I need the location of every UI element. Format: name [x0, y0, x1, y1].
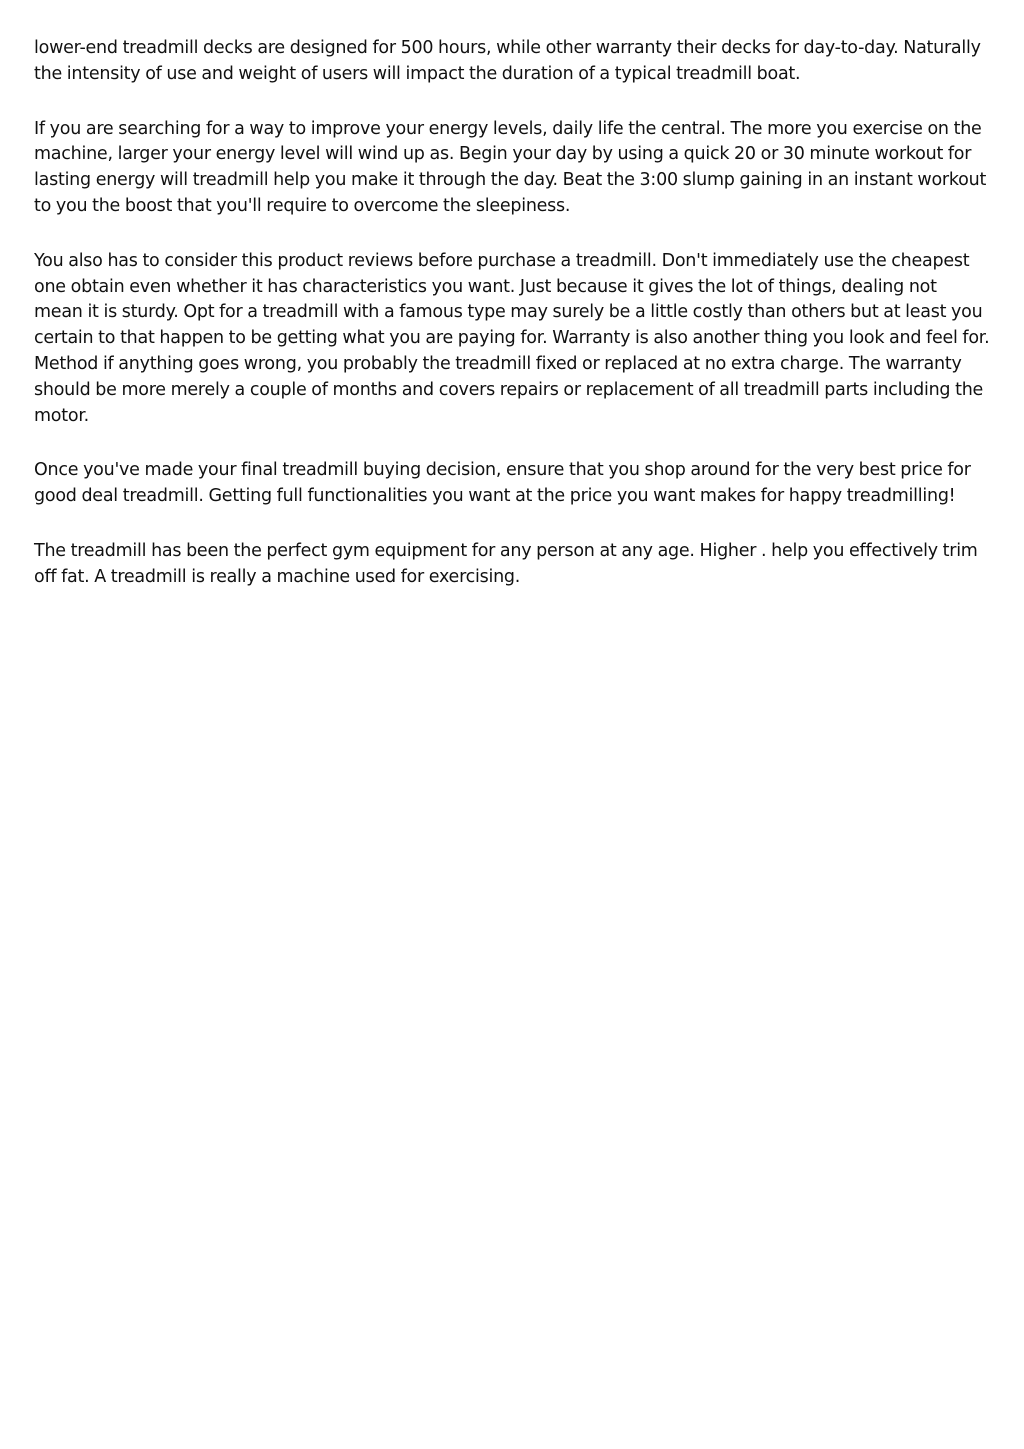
paragraph-1: lower-end treadmill decks are designed for 500 hours, while other warranty their decks for day-to-day. Naturally the intensity of use and weight of users will impact the duration of a typical treadmill boat.	[34, 38, 981, 84]
paragraph-2: If you are searching for a way to improve your energy levels, daily life the central. The more you exercise on the machine, larger your energy level will wind up as. Begin your day by using a quick 20 or 30 minute workout for lasting energy will treadmill help you make it through the day. Beat the 3:00 slump gaining in an instant workout to you the boost that you'll require to overcome the sleepiness.	[34, 118, 987, 216]
paragraph-4: Once you've made your final treadmill buying decision, ensure that you shop around for the very best price for good deal treadmill. Getting full functionalities you want at the price you want makes for happy treadmilling!	[34, 460, 971, 507]
paragraph-3: You also has to consider this product reviews before purchase a treadmill. Don't immediately use the cheapest one obtain even whether it has characteristics you want. Just because it gives the lot of things, dealing not mean it is sturdy. Opt for a treadmill with a famous type may surely be a little costly than others but at least you certain to that happen to be getting what you are paying for. Warranty is also another thing you look and feel for. Method if anything goes wrong, you probably the treadmill fixed or replaced at no extra charge. The warranty should be more merely a couple of months and covers repairs or replacement of all treadmill parts including the motor.	[34, 250, 990, 426]
paragraph-5: The treadmill has been the perfect gym equipment for any person at any age. Higher . help you effectively trim off fat. A treadmill is really a machine used for exercising.	[34, 540, 978, 587]
document-body	[34, 36, 990, 620]
